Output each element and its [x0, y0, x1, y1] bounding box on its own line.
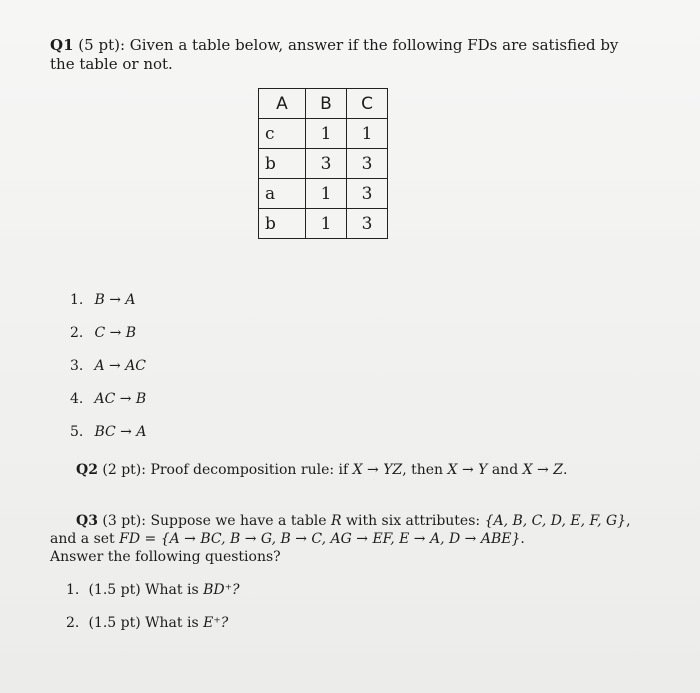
q1-label: Q1 [50, 36, 74, 54]
subq-points: (1.5 pt) [88, 582, 141, 598]
question-1 [50, 36, 640, 74]
subq-text: What is [145, 615, 199, 631]
subq-number: 2. [66, 615, 80, 631]
fd-expression: B → A [94, 292, 136, 308]
table-cell: 3 [306, 149, 347, 179]
q2-text-mid: , then [402, 462, 444, 478]
table-cell: b [259, 149, 306, 179]
fd-number: 3. [70, 358, 84, 374]
table-row [259, 209, 388, 239]
table-cell: 1 [306, 179, 347, 209]
fd-number: 4. [70, 391, 84, 407]
q2-text-prefix: Proof decomposition rule: if [150, 462, 349, 478]
fd-number: 1. [70, 292, 84, 308]
fd-expression: AC → B [94, 391, 147, 407]
fd-expression: A → AC [94, 358, 147, 374]
q1-text-line1: Given a table below, answer if the following FDs are satisfied by [129, 36, 619, 54]
table-cell: b [259, 209, 306, 239]
q2-points: (2 pt): [102, 462, 146, 478]
fd-expression: BC → A [94, 424, 147, 440]
table-row [259, 179, 388, 209]
q3-fd-set: FD = {A → BC, B → G, B → C, AG → EF, E → A, D → ABE} [119, 531, 521, 547]
table-row [259, 119, 388, 149]
fd-number: 2. [70, 325, 84, 341]
table-cell: 3 [347, 179, 388, 209]
list-item [70, 323, 146, 356]
table-cell: a [259, 179, 306, 209]
q3-line1-prefix: Suppose we have a table [150, 513, 327, 529]
q3-line3: Answer the following questions? [50, 549, 281, 565]
subq-expr: E⁺? [203, 615, 229, 631]
header-b: B [306, 89, 347, 119]
q2-expr2: X → Y [447, 462, 488, 478]
q3-line1-mid: with six attributes: [346, 513, 481, 529]
table-cell: 1 [306, 119, 347, 149]
subquestion-list [66, 580, 240, 646]
relation-table [258, 88, 388, 239]
list-item [70, 356, 146, 389]
question-2 [76, 461, 567, 480]
list-item [70, 290, 146, 323]
q2-label: Q2 [76, 462, 98, 478]
table-cell: 3 [347, 149, 388, 179]
table-cell: 1 [347, 119, 388, 149]
q3-line2-prefix: and a set [50, 531, 115, 547]
list-item [70, 389, 146, 422]
table-cell: c [259, 119, 306, 149]
header-c: C [347, 89, 388, 119]
subq-number: 1. [66, 582, 80, 598]
q3-table-name: R [331, 513, 342, 529]
q3-points: (3 pt): [102, 513, 146, 529]
subq-points: (1.5 pt) [88, 615, 141, 631]
fd-expression: C → B [94, 325, 137, 341]
question-3 [50, 512, 650, 566]
fd-number: 5. [70, 424, 84, 440]
header-a: A [259, 89, 306, 119]
q1-points: (5 pt): [78, 36, 125, 54]
table-header-row [259, 89, 388, 119]
q2-text-and: and [491, 462, 519, 478]
list-item [66, 580, 240, 613]
q1-text-line2: the table or not. [50, 55, 173, 73]
table-cell: 1 [306, 209, 347, 239]
q3-label: Q3 [76, 513, 98, 529]
q2-text-end: . [562, 462, 568, 478]
q3-line1-end: , [626, 513, 631, 529]
table-row [259, 149, 388, 179]
q3-attributes: {A, B, C, D, E, F, G} [484, 513, 627, 529]
q3-line2-end: . [520, 531, 525, 547]
q2-expr1: X → YZ [352, 462, 403, 478]
subq-text: What is [145, 582, 199, 598]
q2-expr3: X → Z [522, 462, 563, 478]
list-item [70, 422, 146, 455]
subq-expr: BD⁺? [203, 582, 240, 598]
fd-list [70, 290, 146, 455]
list-item [66, 613, 240, 646]
table-cell: 3 [347, 209, 388, 239]
